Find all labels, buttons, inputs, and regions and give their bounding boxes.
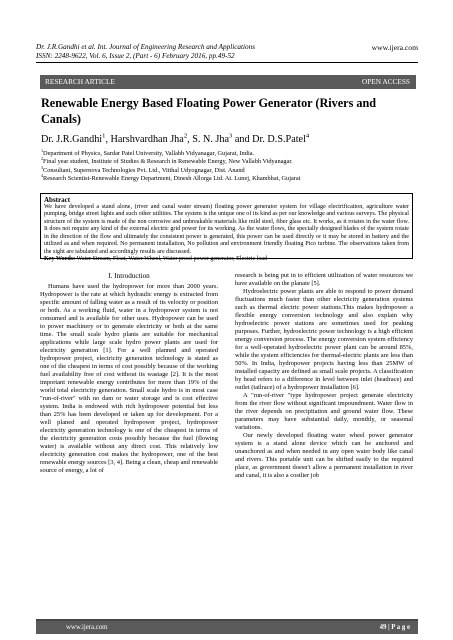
keywords: [44, 256, 409, 263]
page-number: 49 | P a g e: [379, 624, 410, 631]
author: Harshvardhan Jha: [110, 134, 184, 145]
abstract-text: We have developed a stand alone, (river and canal water stream) floating power generator system for village electrification, agriculture water pumping, bridge street lights and such other utilities. The system is the unique one of its kind as per our knowledge and various surveys. The physical structure of the system is made of the non corrosive and unbreakable materials like mild steel, fiber glass etc. It works, as it rotates in the water flow. It does not require any kind of the external electric grid power for its working. As the water flows, the specially designed blades of the system rotate in the direction of the flow and ultimately the consistent power is generated, this power can be used directly or it may be stored in battery and the utilized as and when required. No permanent installation, No pollution and environment friendly floating Pico turbine. The observations taken from the sight are tabulated and accordingly results are discussed.: [44, 204, 409, 255]
article-type-label: RESEARCH ARTICLE: [45, 77, 115, 86]
paragraph: research is being put in to efficient utilization of water resources we have available on the planate [5].: [235, 272, 413, 287]
author-list: Dr. J.R.Gandhi$^1$, Harshvardhan Jha$^2$, S. N. Jha$^3$ and Dr. D.S.Patel$^4$: [41, 132, 310, 145]
affiliation: $^2$Final year student, Institute of Studies & Research in Renewable Energy, New Vallabh Vidyanagar.: [41, 156, 293, 166]
affiliation: $^3$Consultant, Supernova Technologies Pvt. Ltd., Vitthal Udyognagar, Dist. Anand: [41, 164, 245, 174]
paragraph: Humans have used the hydropower for more than 2000 years. Hydropower is the rate at which hydraulic energy is extracted from specific amount of falling water as a result of its velocity or position or both. As a working fluid, water in a hydropower system is not consumed and is available for other uses. Hydropower can be used to power machinery or to generate electricity or both at the same time. The small scale hydro plants are suitable for mechanical applications while large scale hydro power plants are used for electricity generation [1]. For a well planned and operated hydropower project, electricity generation technology is stated as one of the cheapest in terms of cost possibly because of the working fuel availability free of cost without its wastage [2]. It is the most important renewable energy contributes for more than 19% of the world total electricity generation. Small scale hydro is in most case "run-of-river" with no dam or water storage and is cost effective system. India is endowed with rich hydropower potential but less than 25% has been developed or taken up for development. For a well planed and operated hydropower project, hydropower electricity generation technology is one of the cheapest in terms of the electricity generation costs possibly because the fuel (flowing water) is available without any direct cost. This relatively low electricity generation cost makes the hydropower, one of the best renewable energy sources [3, 4]. Being a clean, cheap and renewable source of energy, a lot of: [40, 282, 218, 474]
keywords-label: Key Words:: [44, 256, 76, 263]
abstract-heading: Abstract: [44, 196, 71, 204]
author: S. N. Jha: [192, 134, 230, 145]
abstract-box: [40, 193, 413, 263]
paper-title: Renewable Energy Based Floating Power Generator (Rivers and Canals): [41, 96, 377, 126]
header-divider: [36, 62, 418, 63]
affiliation: $^4$Research Scientist-Renewable Energy Department, Dinesh Allorga Ltd. At. Lunej, Khambhat, Gujarat: [41, 173, 301, 183]
article-type-banner: [40, 75, 416, 89]
journal-site-link[interactable]: www.ijera.com: [371, 43, 418, 52]
left-column: [40, 272, 218, 475]
open-access-label: OPEN ACCESS: [361, 77, 410, 86]
affiliation-list: [41, 147, 421, 184]
section-heading: I. Introduction: [108, 272, 150, 280]
affiliation: $^1$Department of Physics, Sardar Patel University, Vallabh Vidyanagar, Gujarat, India.: [41, 147, 255, 157]
footer-site-link[interactable]: www.ijera.com: [66, 624, 108, 631]
right-column: [235, 272, 413, 480]
keywords-text: Water Stream, Float, Water Wheel, Water proof power generator, Electric load: [76, 256, 268, 263]
author: Dr. J.R.Gandhi: [41, 134, 103, 145]
author: Dr. D.S.Patel: [252, 134, 306, 145]
journal-citation: Dr. J.R.Gandhi et al. Int. Journal of Engineering Research and Applications ISSN: 2248-9622, Vol. 6, Issue 2, (Part - 6) February 2016, pp.49-52: [36, 43, 255, 60]
paragraph: A "run-of-river "type hydropower project generate electricity from the river flow without significant impoundment. Water flow in the river depends on precipitation and ground water flow. These parameters may have substantial daily, monthly, or seasonal variations.: [235, 391, 413, 431]
paragraph: Hydroelectric power plants are able to respond to power demand fluctuations much faster than other electricity generation systems such as thermal electric power stations.This makes hydropower a flexible energy conversion technology and also explain why hydroelectric power stations are sometimes used for peaking purposes. Further, hydroelectric power technology is a high efficient energy conversion process. The energy conversion system efficiency for a well-operated hydroelectric power plant can be around 85%, while the system efficiencies for thermal-electric plants are less than 50%. In India, hydropower projects having less than 25MW of installed capacity are defined as small scale projects. A classification by head refers to a difference in level between inlet (headrace) and outlet (tailrace) of a hydropower installation [6].: [235, 287, 413, 391]
page-footer: [36, 621, 418, 634]
paragraph: Our newly developed floating water wheel power generator system is a stand alone device which can be anchored and unanchored as and when needed in any open water body like canal and rivers. This portable unit can be shifted easily to the required place, as government doesn't allow a permanent installation in river and canal, it is also a costlier job: [235, 431, 413, 479]
